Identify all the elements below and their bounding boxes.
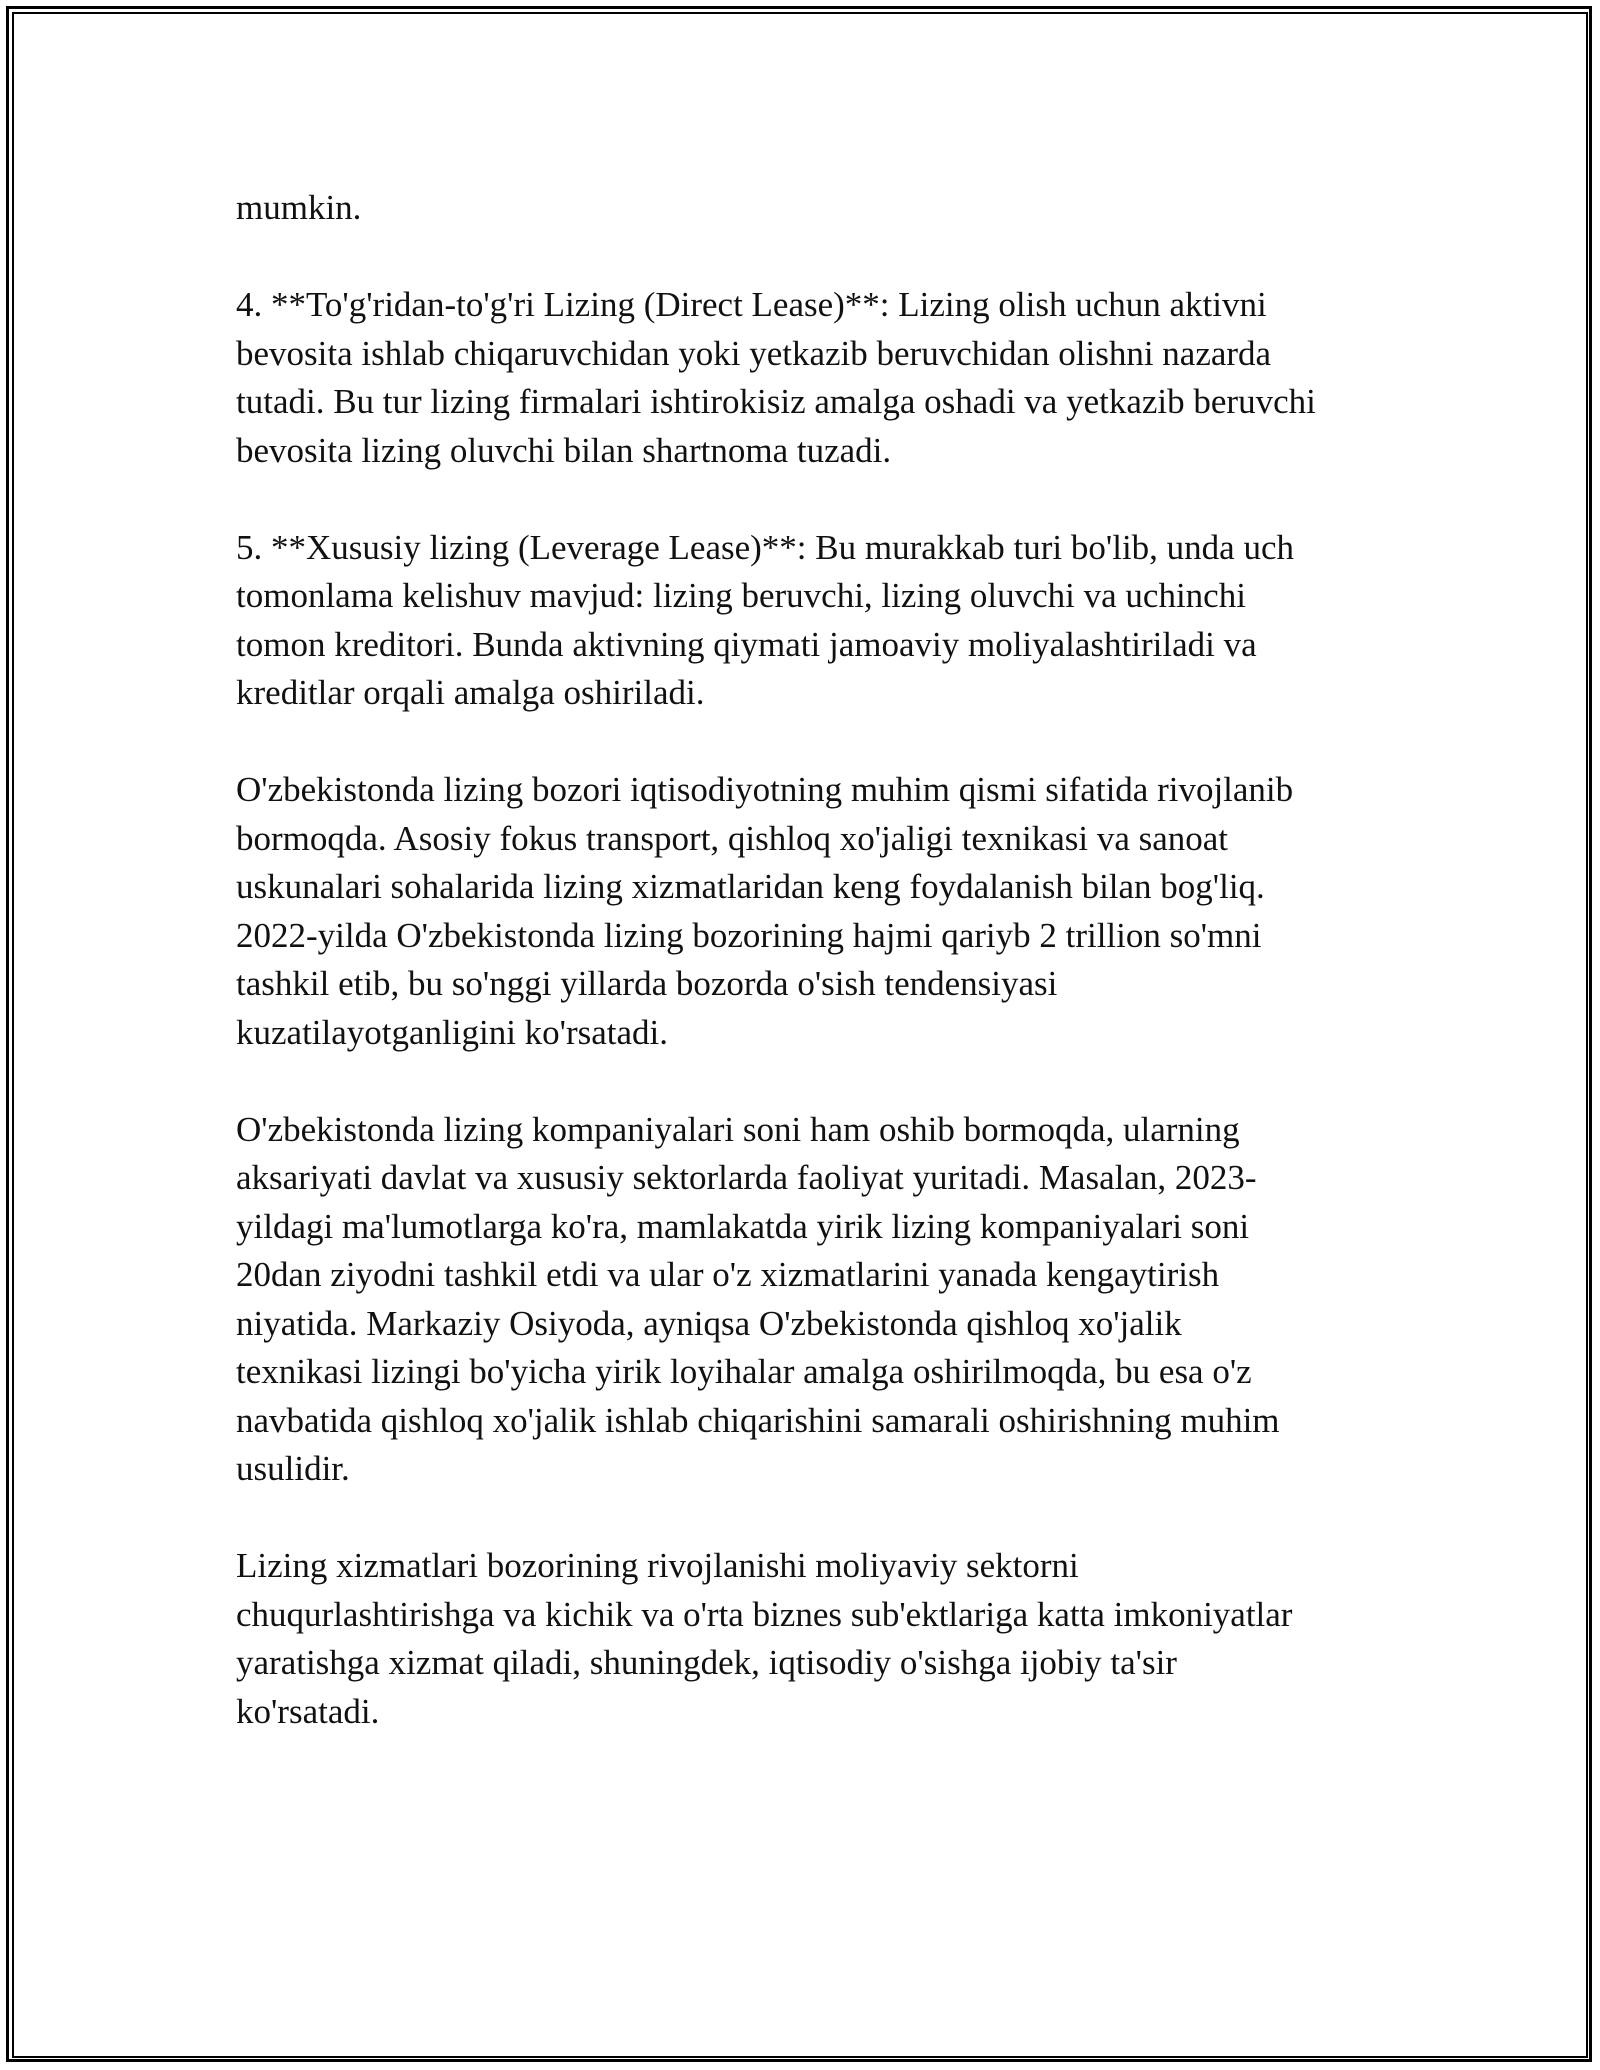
paragraph-direct-lease: 4. **To'g'ridan-to'g'ri Lizing (Direct Lease)**: Lizing olish uchun aktivni bevosita ishlab chiqaruvchidan yoki yetkazib beruvchidan olishni nazarda tutadi. Bu tur lizing firmalari ishtirokisiz amalga oshadi va yetkazib beruvchi bevosita lizing oluvchi bilan shartnoma tuzadi.: [236, 285, 1316, 470]
paragraph-continuation: mumkin.: [236, 188, 362, 227]
paragraph-leverage-lease: 5. **Xususiy lizing (Leverage Lease)**: Bu murakkab turi bo'lib, unda uch tomonlama kelishuv mavjud: lizing beruvchi, lizing oluvchi va uchinchi tomon kreditori. Bunda aktivning qiymati jamoaviy moliyalashtiriladi va kreditlar orqali amalga oshiriladi.: [236, 527, 1294, 712]
document-body: [236, 184, 1386, 1736]
paragraph-leasing-companies: O'zbekistonda lizing kompaniyalari soni ham oshib bormoqda, ularning aksariyati davlat va xususiy sektorlarda faoliyat yuritadi. Masalan, 2023- yildagi ma'lumotlarga ko'ra, mamlakatda yirik lizing kompaniyalari soni 20dan ziyodni tashkil etdi va ular o'z xizmatlarini yanada kengaytirish niyatida. Markaziy Osiyoda, ayniqsa O'zbekistonda qishloq xo'jalik texnikasi lizingi bo'yicha yirik loyihalar amalga oshirilmoqda, bu esa o'z navbatida qishloq xo'jalik ishlab chiqarishini samarali oshirishning muhim usulidir.: [236, 1109, 1280, 1488]
paragraph-conclusion: Lizing xizmatlari bozorining rivojlanishi moliyaviy sektorni chuqurlashtirishga va kichik va o'rta biznes sub'ektlariga katta imkoniyatlar yaratishga xizmat qiladi, shuningdek, iqtisodiy o'sishga ijobiy ta'sir ko'rsatadi.: [236, 1546, 1293, 1731]
paragraph-leasing-market: O'zbekistonda lizing bozori iqtisodiyotning muhim qismi sifatida rivojlanib bormoqda. Asosiy fokus transport, qishloq xo'jaligi texnikasi va sanoat uskunalari sohalarida lizing xizmatlaridan keng foydalanish bilan bog'liq. 2022-yilda O'zbekistonda lizing bozorining hajmi qariyb 2 trillion so'mni tashkil etib, bu so'nggi yillarda bozorda o'sish tendensiyasi kuzatilayotganligini ko'rsatadi.: [236, 770, 1294, 1052]
